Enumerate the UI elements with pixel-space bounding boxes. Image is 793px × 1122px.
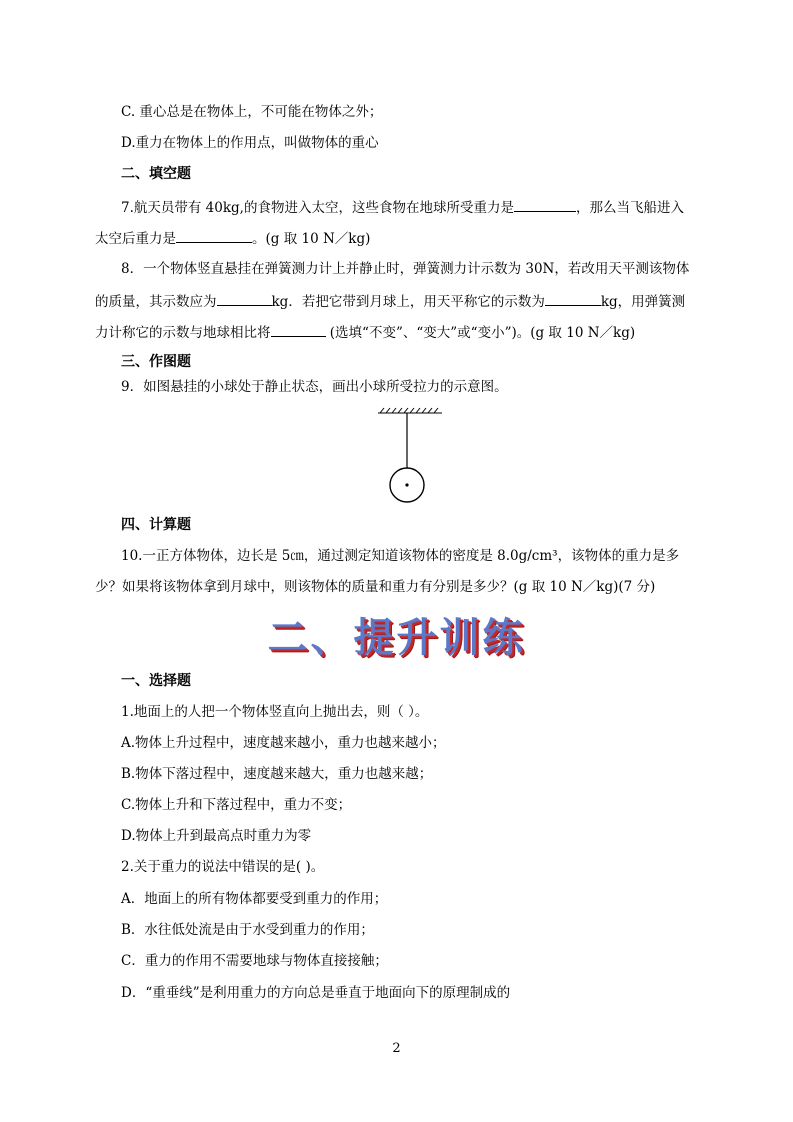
q7-text-end: ，那么当飞船进入 bbox=[575, 200, 684, 216]
question-8-line-1: 8．一个物体竖直悬挂在弹簧测力计上并静止时，弹簧测力计示数为 30N，若改用天平测该物体 bbox=[121, 261, 690, 277]
q8-blank-2[interactable] bbox=[545, 291, 601, 306]
option-c-text: C. 重心总是在物体上，不可能在物体之外； bbox=[121, 104, 383, 120]
q7-text-2-end: 。(g 取 10 N／kg) bbox=[252, 231, 371, 247]
q7-blank-2[interactable] bbox=[176, 228, 252, 243]
q1-option-d: D.物体上升到最高点时重力为零 bbox=[121, 828, 312, 844]
section-heading-fill: 二、填空题 bbox=[121, 166, 191, 182]
q8-blank-3[interactable] bbox=[271, 322, 326, 337]
q1-option-b: B.物体下落过程中，速度越来越大，重力也越来越； bbox=[121, 766, 433, 782]
ceiling-hatch bbox=[378, 408, 442, 413]
q2-option-b: B．水往低处流是由于水受到重力的作用； bbox=[121, 922, 374, 938]
q7-text-start: 7.航天员带有 40kg,的食物进入太空，这些食物在地球所受重力是 bbox=[121, 200, 514, 216]
q7-blank-1[interactable] bbox=[514, 197, 576, 212]
q2-option-d: D．“重垂线”是利用重力的方向总是垂直于地面向下的原理制成的 bbox=[121, 985, 511, 1001]
question-7-line-1 bbox=[121, 197, 684, 217]
q8-text-a: 的质量，其示数应为 bbox=[95, 294, 217, 310]
q8-blank-1[interactable] bbox=[217, 291, 272, 306]
section-heading-calculation: 四、计算题 bbox=[121, 517, 191, 533]
q1-option-a: A.物体上升过程中，速度越来越小，重力也越来越小； bbox=[121, 735, 446, 751]
section-heading-choice: 一、选择题 bbox=[121, 673, 191, 689]
option-d-text: D.重力在物体上的作用点，叫做物体的重心 bbox=[121, 135, 379, 151]
q7-text-2-start: 太空后重力是 bbox=[95, 231, 176, 247]
question-9-text: 9．如图悬挂的小球处于静止状态，画出小球所受拉力的示意图。 bbox=[121, 379, 508, 395]
q2-option-a: A．地面上的所有物体都要受到重力的作用； bbox=[121, 891, 388, 907]
banner-title: 二、提升训练 bbox=[267, 615, 526, 661]
question-8-line-2 bbox=[95, 291, 685, 311]
question-7-line-2 bbox=[95, 228, 370, 248]
question-8-line-3 bbox=[95, 322, 635, 342]
question-10-line-2: 少？如果将该物体拿到月球中，则该物体的质量和重力有分别是多少？(g 取 10 N／kg)(7 分) bbox=[95, 579, 656, 595]
ball-center-dot bbox=[405, 483, 408, 486]
section-heading-drawing: 三、作图题 bbox=[121, 354, 191, 370]
page-number: 2 bbox=[392, 1041, 401, 1056]
q1-option-c: C.物体上升和下落过程中，重力不变； bbox=[121, 797, 352, 813]
question-1-text: 1.地面上的人把一个物体竖直向上抛出去，则（ ）。 bbox=[121, 704, 429, 720]
q8-text-c: kg，用弹簧测 bbox=[600, 294, 686, 310]
question-10-line-1: 10.一正方体物体，边长是 5㎝，通过测定知道该物体的密度是 8.0g/cm³，该物体的重力是多 bbox=[121, 548, 680, 564]
q8-text-e: (选填“不变”、“变大”或“变小”)。(g 取 10 N／kg) bbox=[325, 325, 636, 341]
q8-text-b: kg．若把它带到月球上，用天平称它的示数为 bbox=[271, 294, 545, 310]
hanging-ball-figure bbox=[375, 404, 445, 504]
q2-option-c: C．重力的作用不需要地球与物体直接接触； bbox=[121, 953, 388, 969]
q8-text-d: 力计称它的示数与地球相比将 bbox=[95, 325, 271, 341]
question-2-text: 2.关于重力的说法中错误的是( )。 bbox=[121, 859, 325, 875]
